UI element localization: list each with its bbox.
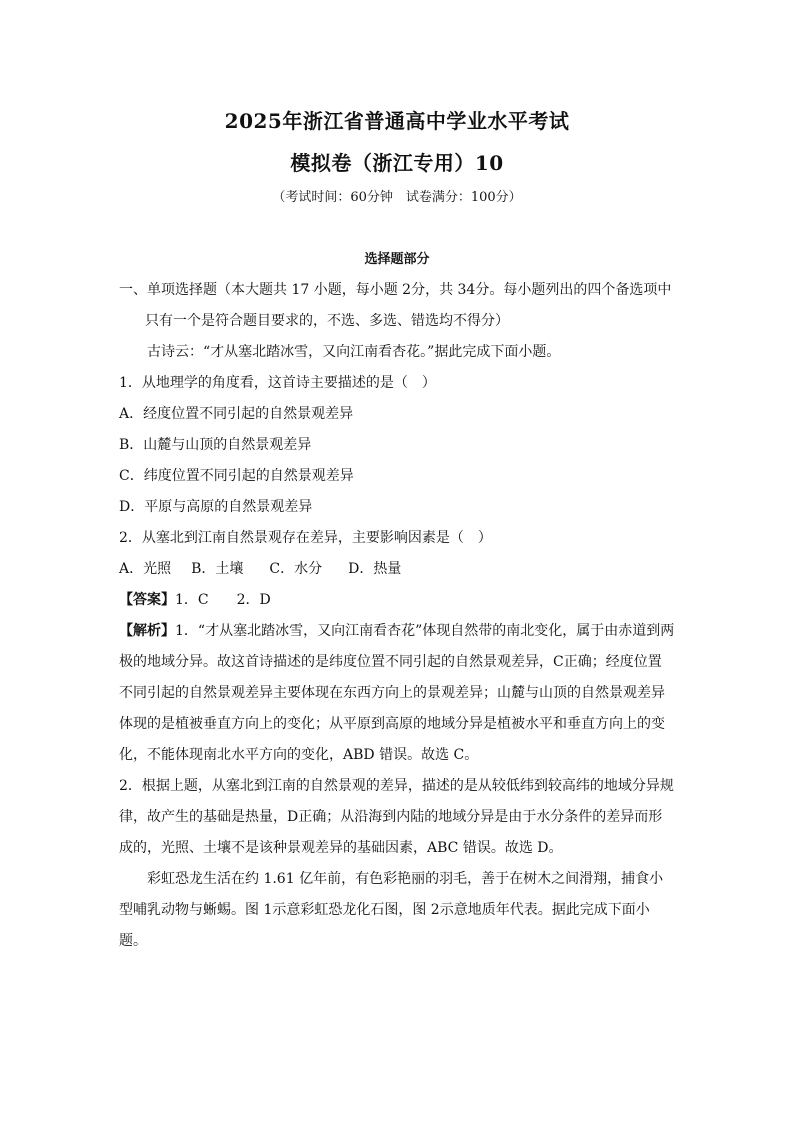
q2-option-b: B．土壤 <box>191 561 244 577</box>
question-2: 2．从塞北到江南自然景观存在差异，主要影响因素是（ ） <box>119 530 492 546</box>
stem2-line-1: 彩虹恐龙生活在约 1.61 亿年前，有色彩艳丽的羽毛，善于在树木之间滑翔，捕食小 <box>147 871 664 887</box>
q1-option-a: A．经度位置不同引起的自然景观差异 <box>119 406 354 422</box>
analysis-p1-line-2: 极的地域分异。故这首诗描述的是纬度位置不同引起的自然景观差异，C正确；经度位置 <box>119 654 662 670</box>
q1-option-b: B．山麓与山顶的自然景观差异 <box>119 437 312 453</box>
answer-label: 【答案】 <box>119 592 175 608</box>
stem2-line-3: 题。 <box>119 933 147 949</box>
answer-text: 1．C 2．D <box>175 592 271 608</box>
analysis-line-1 <box>119 616 681 647</box>
q2-option-c: C．水分 <box>269 561 323 577</box>
analysis-label: 【解析】 <box>119 623 175 639</box>
stem2-line-2: 型哺乳动物与蜥蜴。图 1示意彩虹恐龙化石图，图 2示意地质年代表。据此完成下面小 <box>119 902 650 918</box>
analysis-p2-line-1: 2．根据上题，从塞北到江南的自然景观的差异，描述的是从较低纬到较高纬的地域分异规 <box>119 778 674 794</box>
analysis-p2-line-3: 成的，光照、土壤不是该种景观差异的基础因素，ABC 错误。故选 D。 <box>119 840 563 856</box>
q1-option-d: D．平原与高原的自然景观差异 <box>119 499 313 515</box>
q2-options-row <box>119 554 681 585</box>
analysis-p1-line-1: 1．“才从塞北踏冰雪，又向江南看杏花”体现自然带的南北变化，属于由赤道到两 <box>175 623 675 639</box>
section-heading: 选择题部分 <box>364 252 430 267</box>
q1-option-c: C．纬度位置不同引起的自然景观差异 <box>119 468 354 484</box>
exam-title-line1: 2025年浙江省普通高中学业水平考试 <box>224 109 570 133</box>
exam-title-line2: 模拟卷（浙江专用）10 <box>290 151 504 175</box>
q2-option-a: A．光照 <box>119 561 172 577</box>
analysis-p1-line-5: 化，不能体现南北水平方向的变化，ABD 错误。故选 C。 <box>119 747 479 763</box>
instruction-line-2: 只有一个是符合题目要求的，不选、多选、错选均不得分） <box>145 313 509 329</box>
question-stem-1: 古诗云：“才从塞北踏冰雪，又向江南看杏花。”据此完成下面小题。 <box>147 344 561 360</box>
analysis-p2-line-2: 律，故产生的基础是热量，D正确；从沿海到内陆的地域分异是由于水分条件的差异而形 <box>119 809 663 825</box>
q2-option-d: D．热量 <box>348 561 402 577</box>
analysis-p1-line-3: 不同引起的自然景观差异主要体现在东西方向上的景观差异；山麓与山顶的自然景观差异 <box>119 685 665 701</box>
analysis-p1-line-4: 体现的是植被垂直方向上的变化；从平原到高原的地域分异是植被水平和垂直方向上的变 <box>119 716 665 732</box>
question-1: 1．从地理学的角度看，这首诗主要描述的是（ ） <box>119 375 436 391</box>
answer-line <box>119 585 681 616</box>
exam-subtitle: （考试时间：60分钟 试卷满分：100分） <box>272 190 522 205</box>
document-body <box>119 275 681 957</box>
instruction-line-1: 一、单项选择题（本大题共 17 小题，每小题 2分，共 34分。每小题列出的四个备选项中 <box>119 282 672 298</box>
